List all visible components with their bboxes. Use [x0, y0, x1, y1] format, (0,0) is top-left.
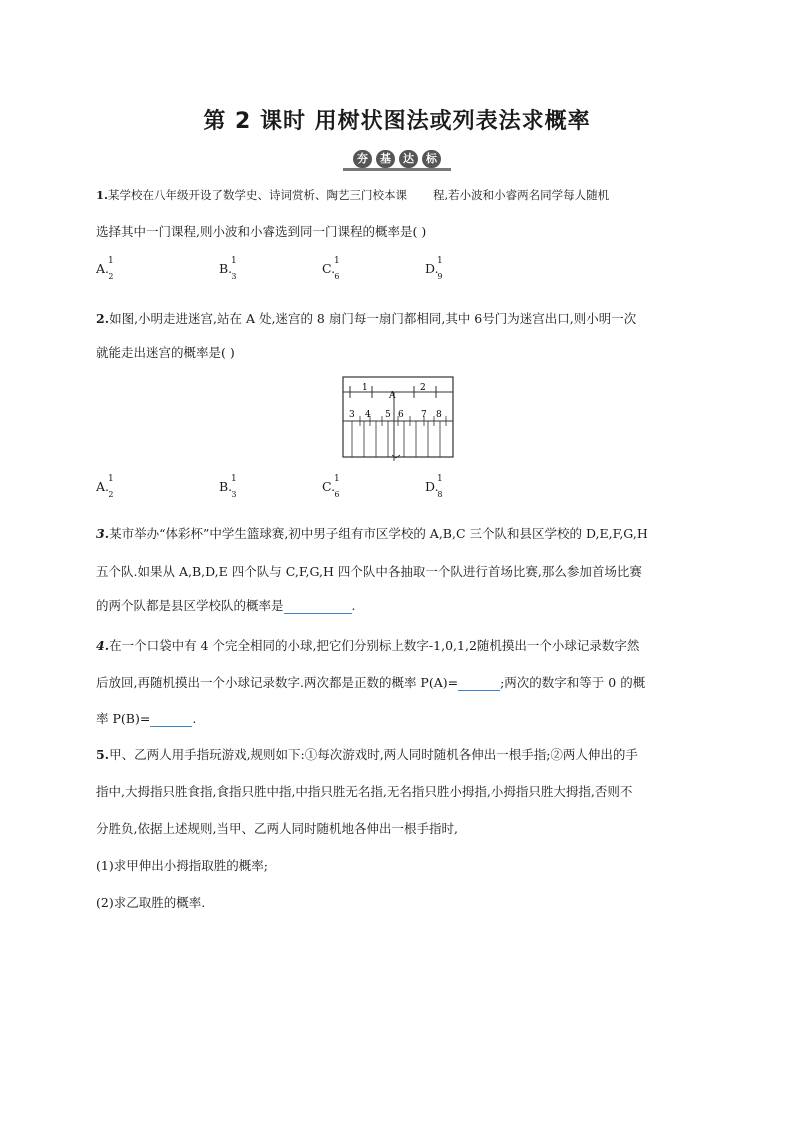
q1-option-b-label: B. [219, 261, 233, 276]
q2-option-d-label: D. [425, 479, 439, 494]
q1-option-d-fraction: 1 9 [437, 256, 443, 281]
maze-label-door-8: 8 [436, 410, 442, 420]
q4-line3: 率 P(B)= . [96, 711, 197, 726]
q1-option-a-fraction: 1 2 [108, 256, 114, 281]
badge-char: 标 [422, 150, 441, 168]
q3-answer-blank [284, 599, 352, 614]
maze-label-door-4: 4 [365, 410, 371, 420]
q2-number: 2. [96, 311, 110, 326]
q1-option-c-label: C. [322, 261, 336, 276]
q1-number: 1. [96, 188, 109, 202]
q1-text-a: 某学校在八年级开设了数学史、诗词赏析、陶艺三门校本课 [108, 188, 408, 202]
q2-option-c-fraction: 1 6 [334, 474, 340, 499]
q5-subquestion-2: (2)求乙取胜的概率. [96, 895, 206, 910]
maze-diagram [342, 376, 454, 462]
badge-char: 夯 [353, 150, 372, 168]
section-badge [343, 148, 451, 172]
q2-option-c-label: C. [322, 479, 336, 494]
q1-option-c-fraction: 1 6 [334, 256, 340, 281]
q5-subquestion-1: (1)求甲伸出小拇指取胜的概率; [96, 858, 268, 873]
q1-option-a-label: A. [96, 261, 110, 276]
q2-option-b-fraction: 1 3 [231, 474, 237, 499]
maze-label-door-1: 1 [362, 383, 368, 393]
q3-line2: 五个队.如果从 A,B,D,E 四个队与 C,F,G,H 四个队中各抽取一个队进行首场比赛,那么参加首场比赛 [96, 564, 642, 579]
q5-number: 5. [96, 747, 110, 762]
q2-option-a-fraction: 1 2 [108, 474, 114, 499]
q4-line2: 后放回,再随机摸出一个小球记录数字.两次都是正数的概率 P(A)= ;两次的数字和等于 0 的概 [96, 675, 646, 690]
q3-text-end: 的两个队都是县区学校队的概率是 [96, 598, 284, 613]
maze-label-door-7: 7 [421, 410, 427, 420]
q3-number: 3. [96, 526, 110, 541]
maze-label-door-6: 6 [398, 410, 404, 420]
q5-line3: 分胜负,依据上述规则,当甲、乙两人同时随机地各伸出一根手指时, [96, 821, 458, 836]
q2-line2: 就能走出迷宫的概率是( ) [96, 345, 235, 360]
q3-line1 [96, 526, 648, 542]
q2-option-b-label: B. [219, 479, 233, 494]
q3-line3: 的两个队都是县区学校队的概率是 . [96, 598, 356, 613]
q4-answer-blank-pa [458, 676, 500, 691]
q2-line1 [96, 311, 636, 327]
q2-option-a-label: A. [96, 479, 110, 494]
q1-option-d-label: D. [425, 261, 439, 276]
q5-line1 [96, 747, 638, 763]
maze-label-door-2: 2 [420, 383, 426, 393]
badge-char: 基 [376, 150, 395, 168]
q2-option-d-fraction: 1 8 [437, 474, 443, 499]
badge-char: 达 [399, 150, 418, 168]
q5-line2: 指中,大拇指只胜食指,食指只胜中指,中指只胜无名指,无名指只胜小拇指,小拇指只胜大拇指,否则不 [96, 784, 633, 799]
q2-text: 如图,小明走进迷宫,站在 A 处,迷宫的 8 扇门每一扇门都相同,其中 6号门为迷宫出口,则小明一次 [109, 311, 637, 326]
q4-line1 [96, 638, 639, 654]
maze-label-door-5: 5 [385, 410, 391, 420]
page-title: 第 2 课时 用树状图法或列表法求概率 [203, 109, 591, 134]
q1-line1 [96, 187, 609, 203]
q1-line2: 选择其中一门课程,则小波和小睿选到同一门课程的概率是( ) [96, 224, 427, 239]
q1-text-b: 程,若小波和小睿两名同学每人随机 [433, 188, 610, 202]
maze-label-door-3: 3 [349, 410, 355, 420]
q4-number: 4. [96, 638, 110, 653]
badge-underline [343, 168, 451, 171]
q5-text: 甲、乙两人用手指玩游戏,规则如下:①每次游戏时,两人同时随机各伸出一根手指;②两人伸出的手 [109, 747, 638, 762]
q4-answer-blank-pb [150, 712, 192, 727]
maze-label-a: A [389, 391, 396, 401]
q3-text: 某市举办“体彩杯”中学生篮球赛,初中男子组有市区学校的 A,B,C 三个队和县区学校的 D,E,F,G,H [109, 526, 648, 541]
q1-option-b-fraction: 1 3 [231, 256, 237, 281]
q4-text: 在一个口袋中有 4 个完全相同的小球,把它们分别标上数字-1,0,1,2随机摸出一个小球记录数字然 [109, 638, 640, 653]
